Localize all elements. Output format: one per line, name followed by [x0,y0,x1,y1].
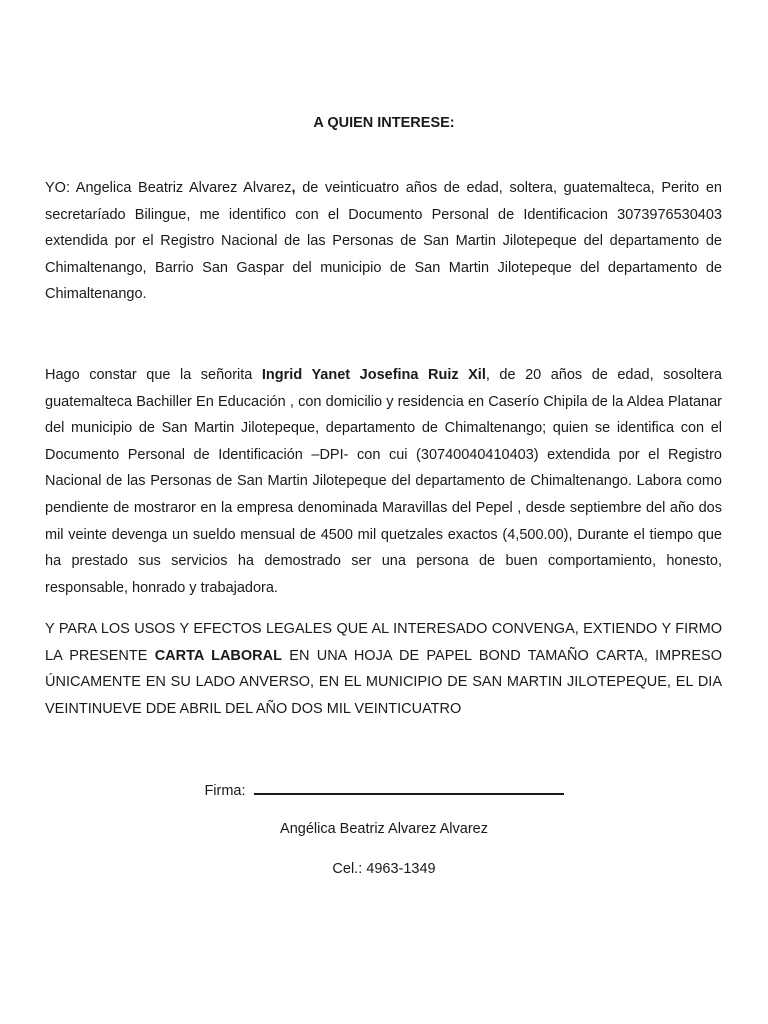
signer-name: Angélica Beatriz Alvarez Alvarez [280,821,488,837]
closing-details: EN UNA HOJA DE PAPEL BOND TAMAÑO CARTA, IMPRESO ÚNICAMENTE EN SU LADO ANVERSO, EN EL MUNICIPIO DE SAN MARTIN JILOTEPEQUE, EL DIA VEINTINUEVE DDE ABRIL DEL AÑO DOS MIL VEINTICUATRO [45,647,723,717]
certification-paragraph [45,362,722,601]
employee-name: Ingrid Yanet Josefina Ruiz Xil [261,367,486,383]
declarant-paragraph [45,175,722,308]
certification-details: , de 20 años de edad, sosoltera guatemalteca Bachiller En Educación , con domicilio y residencia en Caserío Chipila de la Aldea Platanar del municipio de San Martin Jilotepeque, departamento de Chimaltenango; quien se identifica con el Documento Personal de Identificación –DPI- con cui (30740040410403) extendida por el Registro Nacional de las Personas de San Martin Jilotepeque del departamento de Chimaltenango. Labora como pendiente de mostraror en la empresa denominada Maravillas del Pepel , desde septiembre del año dos mil veinte devenga un sueldo mensual de 4500 mil quetzales exactos (4,500.00), Durante el tiempo que ha prestado sus servicios ha demostrado ser una persona de buen comportamiento, honesto, responsable, honrado y trabajadora. [45,367,722,596]
declarant-intro: YO: Angelica Beatriz Alvarez Alvarez [45,180,292,196]
certification-intro: Hago constar que la señorita [45,367,262,383]
document-title: A QUIEN INTERESE: [313,115,455,131]
closing-paragraph [45,616,722,722]
declarant-comma: , [291,180,296,196]
signature-label: Firma: [204,783,250,799]
signature-rule [254,778,564,795]
signature-line [0,778,768,802]
declarant-details: de veinticuatro años de edad, soltera, guatemalteca, Perito en secretaríado Bilingue, me identifico con el Documento Personal de Identificacion 3073976530403 extendida por el Registro Nacional de las Personas de San Martin Jilotepeque del departamento de Chimaltenango, Barrio San Gaspar del municipio de San Martin Jilotepeque del departamento de Chimaltenango. [45,180,722,303]
letter-type: CARTA LABORAL [154,647,282,664]
closing-intro: Y PARA LOS USOS Y EFECTOS LEGALES QUE AL INTERESADO CONVENGA, EXTIENDO Y FIRMO LA PRESENTE [45,621,722,664]
signer-phone: Cel.: 4963-1349 [332,861,436,877]
